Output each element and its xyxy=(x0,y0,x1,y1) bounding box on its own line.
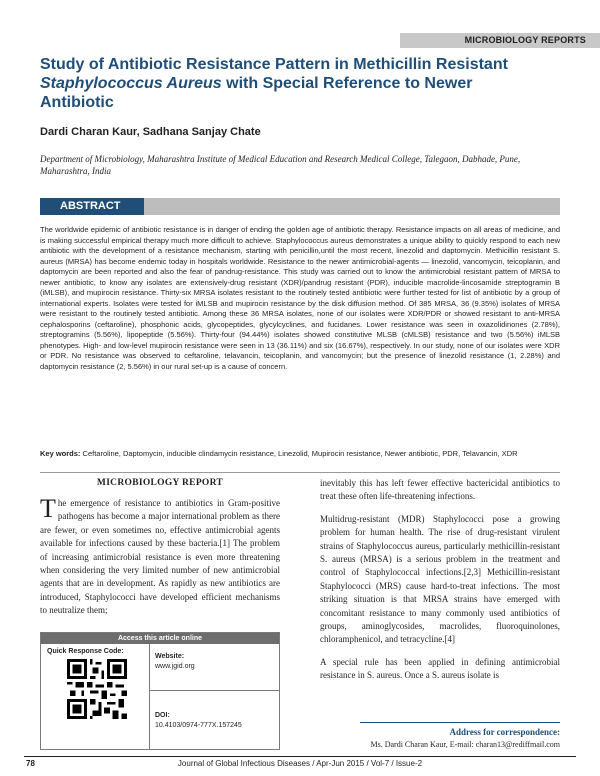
access-vertical-divider xyxy=(149,644,150,750)
keywords-text: Ceftaroline, Daptomycin, inducible clindamycin resistance, Linezolid, Mupirocin resistance, Newer antibiotic, PDR, Telavancin, XDR xyxy=(80,449,518,458)
left-para-1-text: he emergence of resistance to antibiotics in Gram-positive pathogens has become a major international problem as there are fewer, or even sometimes no, effective antimicrobial agents available for infections caused by these bacteria.[1] The problem of increasing antimicrobial resistance is even more threatening when considering the very limited number of new antimicrobial agents that are in development. As rapidly as new antibiotics are introduced, Staphylococci have developed efficient mechanisms to neutralize them; xyxy=(40,498,280,616)
left-column xyxy=(40,494,280,627)
title-organism: Staphylococcus Aureus xyxy=(40,75,222,92)
right-column xyxy=(320,477,560,692)
right-para-2: Multidrug-resistant (MDR) Staphylococci pose a growing problem for human health. The rise of drug-resistant virulent strains of Staphylococcus aureus, particularly methicillin-resistant S. aureus (MRSA) is a serious problem in the treatment and control of Staphylococcal infections.[2,3] Methicillin-resistant Staphylococci (MRS) cause hard-to-treat infections. The most striking situation is that MRSA strains have emerged with concomitant resistance to many commonly used antibiotics of groups, aminoglycosides, macrolides, fluoroquinolones, chloramphenicol, and tetracycline.[4] xyxy=(320,513,560,645)
qr-code-icon[interactable] xyxy=(67,659,127,719)
doi-link[interactable]: 10.4103/0974-777X.157245 xyxy=(155,722,242,729)
abstract-label: ABSTRACT xyxy=(40,198,144,215)
website-label: Website: xyxy=(155,653,185,660)
qr-label: Quick Response Code: xyxy=(47,648,124,655)
correspondence-rule xyxy=(360,722,560,723)
correspondence-heading: Address for correspondence: xyxy=(449,727,560,737)
left-para-1 xyxy=(40,494,280,618)
keywords xyxy=(40,448,560,459)
title-line2: with Special Reference to Newer xyxy=(221,75,473,92)
page-number: 78 xyxy=(26,759,35,768)
journal-citation: Journal of Global Infectious Diseases / Apr-Jun 2015 / Vol-7 / Issue-2 xyxy=(177,759,423,768)
authors: Dardi Charan Kaur, Sadhana Sanjay Chate xyxy=(40,126,261,138)
doi-label: DOI: xyxy=(155,712,170,719)
affiliation: Department of Microbiology, Maharashtra Institute of Medical Education and Research Medical College, Talegaon, Dabhade, Pune, Maharashtra, India xyxy=(40,154,521,176)
section-divider xyxy=(40,472,560,473)
title-line1: Study of Antibiotic Resistance Pattern in Methicillin Resistant xyxy=(40,56,508,73)
keywords-label: Key words: xyxy=(40,449,81,458)
title-line3: Antibiotic xyxy=(40,94,114,111)
access-box xyxy=(40,632,280,750)
section-tag: MICROBIOLOGY REPORTS xyxy=(400,33,600,48)
correspondence-email[interactable]: Ms. Dardi Charan Kaur, E-mail: charan13@rediffmail.com xyxy=(370,740,560,749)
access-header: Access this article online xyxy=(41,633,279,644)
right-para-1: inevitably this has left fewer effective bactericidal antibiotics to treat these often life-threatening infections. xyxy=(320,478,560,502)
article-title xyxy=(40,55,560,112)
access-horizontal-divider xyxy=(149,690,280,691)
abstract-text: The worldwide epidemic of antibiotic resistance is in danger of ending the golden age of antibiotic therapy. Resistance impacts on all areas of medicine, and is making successful empirical therapy much more difficult to achieve. Staphylococcus aureus demonstrates a unique ability to quickly respond to each new antibiotic with the development of a resistance mechanism, starting with penicillin,until the most recent, linezolid and daptomycin. Methicillin resistant S. aureus (MRSA) has become endemic today in hospitals worldwide. Resistance to the newer antimicrobial-agents — linezolid, vancomycin, teicoplanin, and daptomycin are been reported and also the fear of pandrug-resistance. This study was carried out to know the antimicrobial resistant pattern of MRSA to newer antibiotic, to know any isolates are extensively-drug resistant (XDR)/pandrug resistant (PDR), inducible macrolide-lincosamide streptogramin B (iMLSB), and mupirocin resistance. Thirty-six MRSA isolates resistant to the routinely tested antibiotic were further tested for list of antibiotic by a group of international experts. Isolates were tested for iMLSB and mupirocin resistance by the disk diffusion method. Of 385 MRSA, 36 (9.35%) isolates of MRSA were resistant to the routinely tested antibiotic. Among these 36 MRSA isolates, none of our isolates were XDR/PDR or showed resistant to anti-MRSA cephalosporins (ceftaroline), phosphonic acids, glycopeptides, glycylcyclines, and fucidanes. Lower resistance was seen in oxazolidinones (2.78%), streptogramins (5.56%), lipopeptide (5.56%). Thirty-four (94.44%) isolates showed constitutive MLSB (cMLSB) resistance and two (5.56%) iMLSB phenotypes. High- and low-level mupirocin resistance were seen in 13 (36.11%) and six (16.67%), respectively. In our study, none of our isolates were XDR or PDR. No resistance was observed to ceftaroline, telavancin, teicoplanin, and vancomycin; but the presence of linezolid resistance (1, 2.28%) and daptomycin resistance (2, 5.56%) in our rural set-up is a cause of concern. xyxy=(40,225,560,371)
report-heading: MICROBIOLOGY REPORT xyxy=(96,478,224,488)
drop-cap: T xyxy=(40,494,56,523)
right-para-3: A special rule has been applied in defining antimicrobial resistance in S. aureus. Once a S. aureus isolate is xyxy=(320,656,560,681)
website-link[interactable]: www.jgid.org xyxy=(155,663,195,670)
footer-rule xyxy=(24,756,576,757)
